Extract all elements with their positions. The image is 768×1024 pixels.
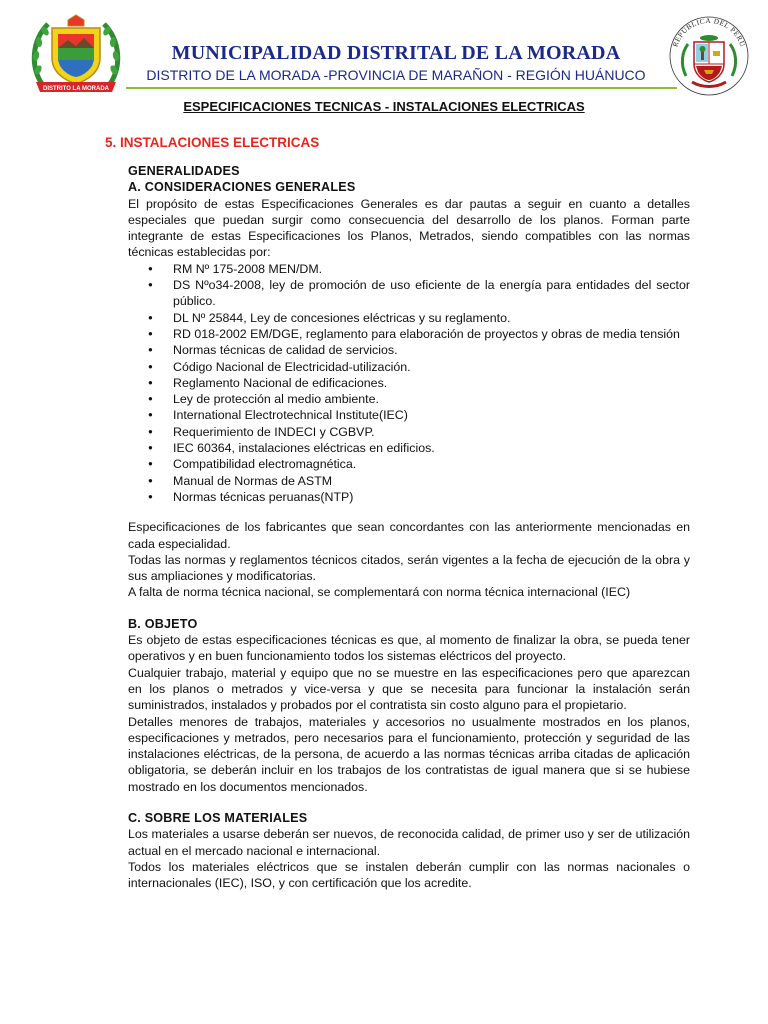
list-item: ● Compatibilidad electromagnética. xyxy=(128,456,690,472)
list-item: ● DL Nº 25844, Ley de concesiones eléctricas y su reglamento. xyxy=(128,310,690,326)
svg-text:REPÚBLICA DEL PERÚ: REPÚBLICA DEL PERÚ xyxy=(671,16,747,49)
list-item: ● DS Nºo34-2008, ley de promoción de uso eficiente de la energía para entidades del sector público. xyxy=(128,277,690,310)
list-item: ● International Electrotechnical Institute(IEC) xyxy=(128,407,690,423)
list-item: ● Normas técnicas de calidad de servicios. xyxy=(128,342,690,358)
list-item: ● RM Nº 175-2008 MEN/DM. xyxy=(128,261,690,277)
consideraciones-heading: A. CONSIDERACIONES GENERALES xyxy=(128,180,356,195)
list-item: ● RD 018-2002 EM/DGE, reglamento para elaboración de proyectos y obras de media tensión xyxy=(128,326,690,342)
generalidades-heading: GENERALIDADES xyxy=(128,164,240,178)
municipality-title: MUNICIPALIDAD DISTRITAL DE LA MORADA xyxy=(171,42,621,64)
norms-list xyxy=(128,261,690,505)
peru-national-seal xyxy=(668,12,750,98)
materiales-paragraph-1: Los materiales a usarse deberán ser nuevos, de reconocida calidad, de primer uso y ser de utilización actual en el mercado nacional e internacional. xyxy=(128,827,690,858)
list-item: ● Código Nacional de Electricidad-utilización. xyxy=(128,359,690,375)
objeto-paragraph-3: Detalles menores de trabajos, materiales y accesorios no usualmente mostrados en los planos, especificaciones y metrados, pero necesarios para el funcionamiento, protección y seguridad de las instalaciones eléctricas, de la persona, de acuerdo a las normas técnicas arriba citadas de aplicación obligatoria, se deberán incluir en los trabajos de los contratistas de igual manera que si se hubiese mostrado en los documentos mencionados. xyxy=(128,714,690,794)
manufacturers-paragraph: Especificaciones de los fabricantes que sean concordantes con las anteriormente mencionadas en cada especialidad. xyxy=(128,520,690,551)
iec-paragraph: A falta de norma técnica nacional, se complementará con norma técnica internacional (IEC) xyxy=(128,585,631,600)
municipality-subtitle: DISTRITO DE LA MORADA -PROVINCIA DE MARAÑON - REGIÓN HUÁNUCO xyxy=(146,67,646,83)
document-body xyxy=(128,163,690,891)
svg-text:DISTRITO LA MORADA: DISTRITO LA MORADA xyxy=(43,86,109,92)
objeto-paragraph-2: Cualquier trabajo, material y equipo que no se muestre en las especificaciones pero que aparezcan en los planos o metrados y vice-versa y que se necesita para funcionar la instalación serán suministrados, instalados y probados por el contratista sin costo alguno para el propietario. xyxy=(128,665,690,713)
header-divider xyxy=(126,87,677,89)
objeto-heading: B. OBJETO xyxy=(128,616,198,631)
list-item: ● Normas técnicas peruanas(NTP) xyxy=(128,489,690,505)
objeto-paragraph-1: Es objeto de estas especificaciones técnicas es que, al momento de finalizar la obra, se pueda tener operativos y en buen funcionamiento todos los sistemas eléctricos del proyecto. xyxy=(128,633,690,664)
list-item: ● IEC 60364, instalaciones eléctricas en edificios. xyxy=(128,440,690,456)
list-item: ● Requerimiento de INDECI y CGBVP. xyxy=(128,424,690,440)
materiales-paragraph-2: Todos los materiales eléctricos que se instalen deberán cumplir con las normas nacionales o internacionales (IEC), ISO, y con certificación que los acredite. xyxy=(128,859,690,891)
section-title: 5. INSTALACIONES ELECTRICAS xyxy=(105,135,320,150)
validity-paragraph: Todas las normas y reglamentos técnicos citados, serán vigentes a la fecha de ejecución de la obra y sus ampliaciones y modificatorias. xyxy=(128,552,690,584)
municipal-crest-logo xyxy=(28,14,124,94)
materiales-heading: C. SOBRE LOS MATERIALES xyxy=(128,810,308,825)
generalidades-intro: El propósito de estas Especificaciones Generales es dar pautas a seguir en cuanto a detalles especiales que puedan surgir como consecuencia del desarrollo de los planos. Forman parte integrante de estas Especificaciones los Planos, Metrados, siendo compatibles con las normas técnicas establecidas por: xyxy=(128,196,690,260)
document-heading: ESPECIFICACIONES TECNICAS - INSTALACIONES ELECTRICAS xyxy=(183,99,585,114)
list-item: ● Reglamento Nacional de edificaciones. xyxy=(128,375,690,391)
list-item: ● Ley de protección al medio ambiente. xyxy=(128,391,690,407)
letterhead xyxy=(0,0,768,100)
list-item: ● Manual de Normas de ASTM xyxy=(128,473,690,489)
